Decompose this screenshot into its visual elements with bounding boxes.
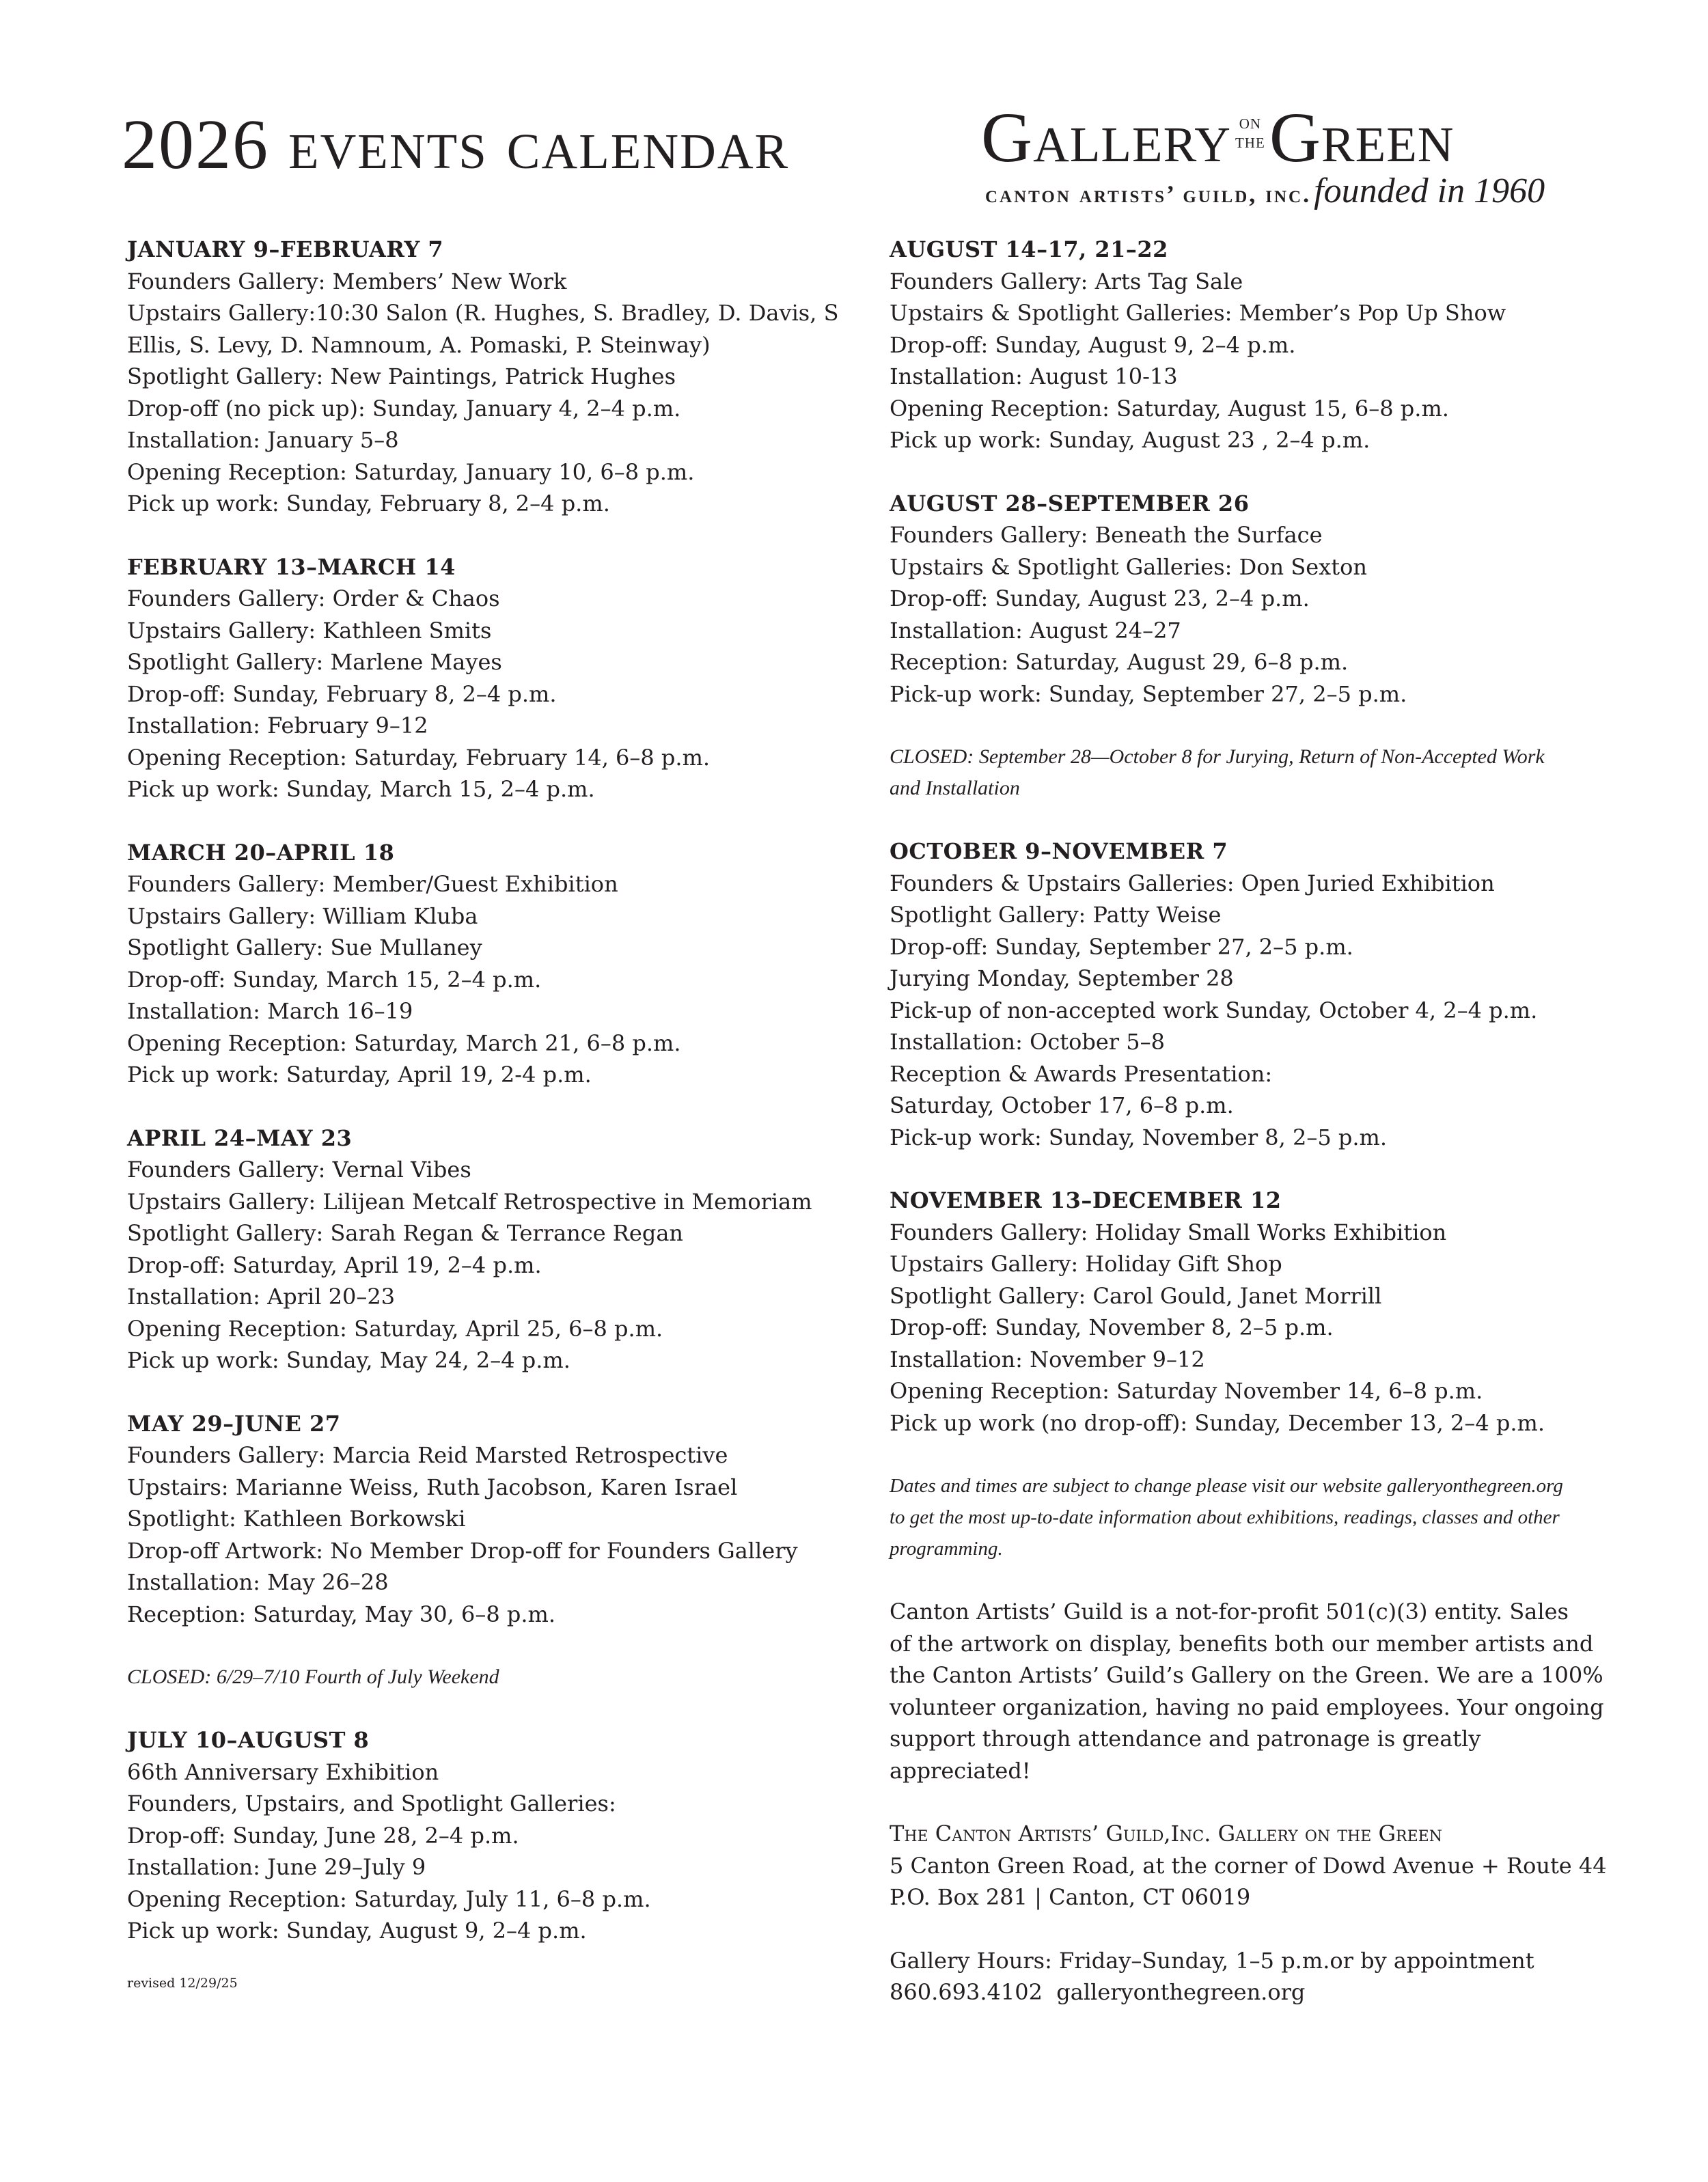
contact-info: 860.693.4102 galleryonthegreen.org: [890, 1979, 1306, 2005]
event-heading: AUGUST 14–17, 21–22: [890, 236, 1168, 262]
event-line: Pick-up of non-accepted work Sunday, October 4, 2–4 p.m.: [890, 997, 1538, 1023]
event-block: [127, 1408, 851, 1631]
event-heading: MAY 29–JUNE 27: [127, 1410, 341, 1437]
event-block: [127, 551, 851, 805]
event-line: Opening Reception: Saturday, January 10, 6–8 p.m.: [127, 458, 695, 485]
event-line: Upstairs & Spotlight Galleries: Member’s Pop Up Show: [890, 300, 1506, 326]
event-block: [127, 1122, 851, 1377]
event-block: [127, 234, 851, 520]
event-line: Founders Gallery: Marcia Reid Marsted Retrospective: [127, 1442, 728, 1468]
event-line: Spotlight Gallery: Marlene Mayes: [127, 649, 502, 675]
event-block: [890, 835, 1627, 1153]
event-line: Reception: Saturday, August 29, 6–8 p.m.: [890, 649, 1349, 675]
event-line: Upstairs: Marianne Weiss, Ruth Jacobson, Karen Israel: [127, 1474, 738, 1500]
event-line: Founders Gallery: Order & Chaos: [127, 585, 500, 611]
event-heading: OCTOBER 9–NOVEMBER 7: [890, 838, 1228, 864]
event-line: Drop-off: Sunday, February 8, 2–4 p.m.: [127, 680, 557, 707]
event-line: Founders, Upstairs, and Spotlight Galleries:: [127, 1791, 616, 1817]
disclaimer-line: Dates and times are subject to change please visit our website galleryonthegreen.org: [890, 1475, 1563, 1497]
event-line: Founders Gallery: Vernal Vibes: [127, 1157, 471, 1183]
event-line: Spotlight Gallery: Sue Mullaney: [127, 935, 482, 961]
event-line: Saturday, October 17, 6–8 p.m.: [890, 1092, 1234, 1118]
event-line: Founders & Upstairs Galleries: Open Juried Exhibition: [890, 870, 1495, 896]
event-line: Upstairs Gallery: Lilijean Metcalf Retrospective in Memoriam: [127, 1188, 812, 1215]
gallery-logo: [981, 98, 1596, 210]
about-line: the Canton Artists’ Guild’s Gallery on the Green. We are a 100%: [890, 1662, 1603, 1688]
event-line: Opening Reception: Saturday, April 25, 6–8 p.m.: [127, 1315, 663, 1342]
event-line: Installation: August 10-13: [890, 363, 1178, 389]
disclaimer: [890, 1470, 1627, 1564]
event-heading: JULY 10–AUGUST 8: [127, 1727, 370, 1753]
event-line: Founders Gallery: Holiday Small Works Exhibition: [890, 1219, 1447, 1245]
address-block: [890, 1818, 1627, 1914]
logo-tagline: [985, 171, 1545, 211]
address-po-box: P.O. Box 281 | Canton, CT 06019: [890, 1884, 1251, 1910]
about-line: support through attendance and patronage is greatly appreciated!: [890, 1726, 1481, 1784]
event-heading: APRIL 24–MAY 23: [127, 1124, 353, 1151]
logo-guild-name: canton artists’ guild, inc.: [985, 180, 1312, 208]
event-line: Drop-off: Sunday, August 23, 2–4 p.m.: [890, 585, 1310, 611]
about-paragraph: [890, 1596, 1627, 1786]
event-heading: JANUARY 9–FEBRUARY 7: [127, 236, 444, 262]
closed-notice-july: CLOSED: 6/29–7/10 Fourth of July Weekend: [127, 1666, 499, 1688]
event-line: Installation: August 24–27: [890, 617, 1181, 644]
event-line: Spotlight Gallery: Patty Weise: [890, 902, 1222, 928]
logo-word-gallery: Gallery: [981, 98, 1231, 177]
event-line: Founders Gallery: Members’ New Work: [127, 268, 567, 294]
event-line: Pick-up work: Sunday, November 8, 2–5 p.m.: [890, 1124, 1388, 1150]
event-line: Installation: November 9–12: [890, 1346, 1205, 1372]
event-line: Drop-off: Sunday, September 27, 2–5 p.m.: [890, 933, 1353, 960]
event-line: 66th Anniversary Exhibition: [127, 1758, 439, 1785]
closed-line: CLOSED: September 28—October 8 for Jurying, Return of Non-Accepted Work: [890, 745, 1545, 768]
left-event-list: [127, 234, 851, 1630]
event-line: Drop-off (no pick up): Sunday, January 4, 2–4 p.m.: [127, 395, 681, 422]
event-line: Drop-off: Sunday, August 9, 2–4 p.m.: [890, 331, 1296, 358]
event-line: Upstairs Gallery:10:30 Salon (R. Hughes, S. Bradley, D. Davis, S: [127, 300, 839, 326]
event-line: Installation: June 29–July 9: [127, 1854, 426, 1880]
logo-the: the: [1235, 130, 1265, 152]
event-block: [890, 488, 1627, 710]
event-line: Installation: April 20–23: [127, 1284, 396, 1310]
event-line: Drop-off: Sunday, November 8, 2–5 p.m.: [890, 1314, 1334, 1340]
page-title: 2026 events calendar: [122, 105, 790, 184]
event-line: Installation: October 5–8: [890, 1029, 1165, 1055]
event-line: Installation: February 9–12: [127, 713, 428, 738]
about-line: of the artwork on display, benefits both our member artists and: [890, 1630, 1594, 1657]
event-line: Ellis, S. Levy, D. Namnoum, A. Pomaski, P. Steinway): [127, 331, 711, 358]
event-line: Pick up work: Sunday, August 9, 2–4 p.m.: [127, 1918, 587, 1944]
event-line: Pick up work: Sunday, February 8, 2–4 p.m.: [127, 491, 610, 516]
event-line: Opening Reception: Saturday, February 14, 6–8 p.m.: [127, 744, 711, 771]
event-line: Spotlight Gallery: Carol Gould, Janet Morrill: [890, 1282, 1382, 1309]
disclaimer-line: to get the most up-to-date information about exhibitions, readings, classes and other: [890, 1506, 1560, 1528]
event-line: Opening Reception: Saturday, July 11, 6–8 p.m.: [127, 1886, 651, 1912]
event-line: Upstairs Gallery: Kathleen Smits: [127, 617, 492, 644]
event-block: [890, 234, 1627, 456]
logo-on-the: [1235, 113, 1265, 151]
logo-wordmark: [981, 98, 1455, 177]
event-heading: NOVEMBER 13–DECEMBER 12: [890, 1187, 1282, 1213]
hours-block: [890, 1945, 1627, 2008]
event-line: Installation: March 16–19: [127, 998, 413, 1024]
event-line: Upstairs Gallery: Holiday Gift Shop: [890, 1251, 1282, 1277]
event-line: Drop-off Artwork: No Member Drop-off for Founders Gallery: [127, 1537, 798, 1564]
logo-founded: founded in 1960: [1314, 171, 1545, 210]
event-line: Installation: January 5–8: [127, 427, 399, 453]
event-line: Opening Reception: Saturday, March 21, 6–8 p.m.: [127, 1030, 681, 1056]
event-line: Upstairs Gallery: William Kluba: [127, 902, 478, 929]
event-line: Upstairs & Spotlight Galleries: Don Sexton: [890, 553, 1367, 580]
event-line: Pick up work: Sunday, August 23 , 2–4 p.m.: [890, 427, 1370, 453]
event-line: Pick up work: Sunday, May 24, 2–4 p.m.: [127, 1347, 570, 1373]
event-line: Reception: Saturday, May 30, 6–8 p.m.: [127, 1601, 556, 1627]
right-column: [890, 234, 1627, 2040]
event-line: Opening Reception: Saturday November 14, 6–8 p.m.: [890, 1378, 1483, 1404]
event-line: Founders Gallery: Member/Guest Exhibition: [127, 871, 618, 897]
event-line: Pick up work: Sunday, March 15, 2–4 p.m.: [127, 776, 595, 802]
event-heading: AUGUST 28–SEPTEMBER 26: [890, 490, 1250, 516]
address-org: The Canton Artists’ Guild,Inc. Gallery on the Green: [890, 1821, 1442, 1847]
event-line: Pick-up work: Sunday, September 27, 2–5 p.m.: [890, 680, 1407, 707]
gallery-hours: Gallery Hours: Friday–Sunday, 1–5 p.m.or by appointment: [890, 1947, 1534, 1974]
event-heading: MARCH 20–APRIL 18: [127, 839, 395, 866]
event-line: Installation: May 26–28: [127, 1569, 389, 1595]
event-line: Reception & Awards Presentation:: [890, 1060, 1273, 1087]
event-line: Spotlight Gallery: Sarah Regan & Terrance Regan: [127, 1220, 683, 1246]
about-line: Canton Artists’ Guild is a not-for-profit 501(c)(3) entity. Sales: [890, 1599, 1569, 1625]
event-line: Pick up work (no drop-off): Sunday, December 13, 2–4 p.m.: [890, 1409, 1545, 1436]
event-line: Spotlight: Kathleen Borkowski: [127, 1506, 466, 1532]
event-block: [127, 1724, 851, 1947]
revised-date: revised 12/29/25: [127, 1976, 238, 1991]
address-street: 5 Canton Green Road, at the corner of Dowd Avenue + Route 44: [890, 1852, 1607, 1879]
logo-word-green: Green: [1269, 98, 1455, 177]
event-block: [127, 837, 851, 1091]
logo-on: on: [1239, 111, 1262, 133]
event-line: Founders Gallery: Arts Tag Sale: [890, 268, 1243, 294]
right-event-list: [890, 234, 1627, 710]
event-line: Founders Gallery: Beneath the Surface: [890, 522, 1323, 548]
left-column: [127, 234, 851, 1978]
event-block: [890, 1185, 1627, 1439]
event-heading: FEBRUARY 13–MARCH 14: [127, 553, 456, 580]
right-event-list-2: [890, 835, 1627, 1439]
closed-notice-jurying: [890, 741, 1627, 804]
event-line: Opening Reception: Saturday, August 15, 6–8 p.m.: [890, 395, 1449, 422]
event-line: Spotlight Gallery: New Paintings, Patrick Hughes: [127, 363, 676, 389]
event-line: Drop-off: Saturday, April 19, 2–4 p.m.: [127, 1252, 542, 1278]
about-line: volunteer organization, having no paid employees. Your ongoing: [890, 1694, 1604, 1720]
disclaimer-line: programming.: [890, 1538, 1003, 1560]
event-line: Drop-off: Sunday, March 15, 2–4 p.m.: [127, 966, 542, 993]
closed-line: and Installation: [890, 777, 1020, 799]
event-line: Jurying Monday, September 28: [890, 965, 1234, 991]
event-line: Drop-off: Sunday, June 28, 2–4 p.m.: [127, 1822, 519, 1849]
event-line: Pick up work: Saturday, April 19, 2-4 p.m.: [127, 1062, 592, 1088]
